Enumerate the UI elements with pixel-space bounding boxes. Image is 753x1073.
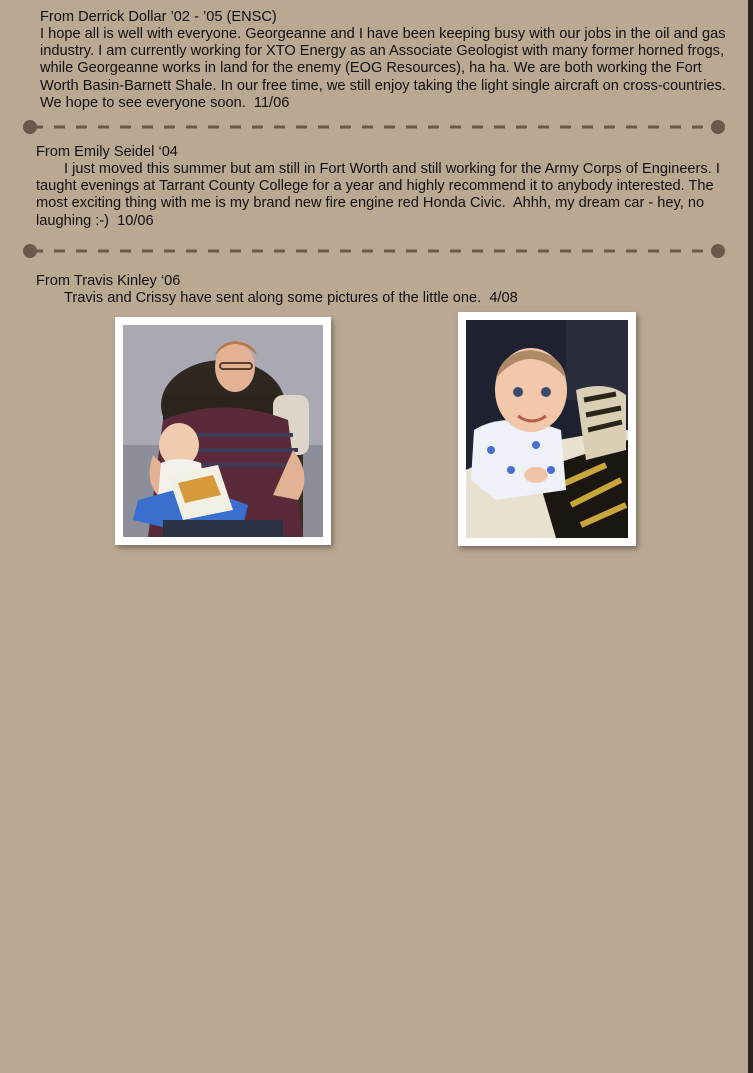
photo-father-and-baby <box>115 317 331 545</box>
entry-author-derrick: From Derrick Dollar ’02 - ’05 (ENSC) <box>40 9 277 25</box>
dotted-divider <box>20 117 730 137</box>
photo-father-and-baby-image <box>123 325 323 537</box>
entry-author-emily: From Emily Seidel ‘04 <box>36 144 178 160</box>
entry-text-emily: I just moved this summer but am still in Fort Worth and still working for the Army Corps of Engineers. I taught evenings at Tarrant County College for a year and highly recommend it to anybody interested. The most exciting thing with me is my brand new fire engine red Honda Civic. Ahhh, my dream car - hey, no laughing :-) 10/06 <box>36 161 724 229</box>
photo-baby-on-blanket <box>458 312 636 546</box>
dotted-divider <box>20 241 730 261</box>
entry-text-derrick: I hope all is well with everyone. Georgeanne and I have been keeping busy with our jobs in the oil and gas industry. I am currently working for XTO Energy as an Associate Geologist with many former horned frogs, while Georgeanne works in land for the enemy (EOG Resources), ha ha. We are both working the Fort Worth Basin-Barnett Shale. In our free time, we still enjoy taking the light single aircraft on cross-countries. We hope to see everyone soon. 11/06 <box>40 26 731 111</box>
photo-baby-on-blanket-image <box>466 320 628 538</box>
entry-text-travis: Travis and Crissy have sent along some pictures of the little one. 4/08 <box>64 290 518 306</box>
entry-author-travis: From Travis Kinley ‘06 <box>36 273 181 289</box>
